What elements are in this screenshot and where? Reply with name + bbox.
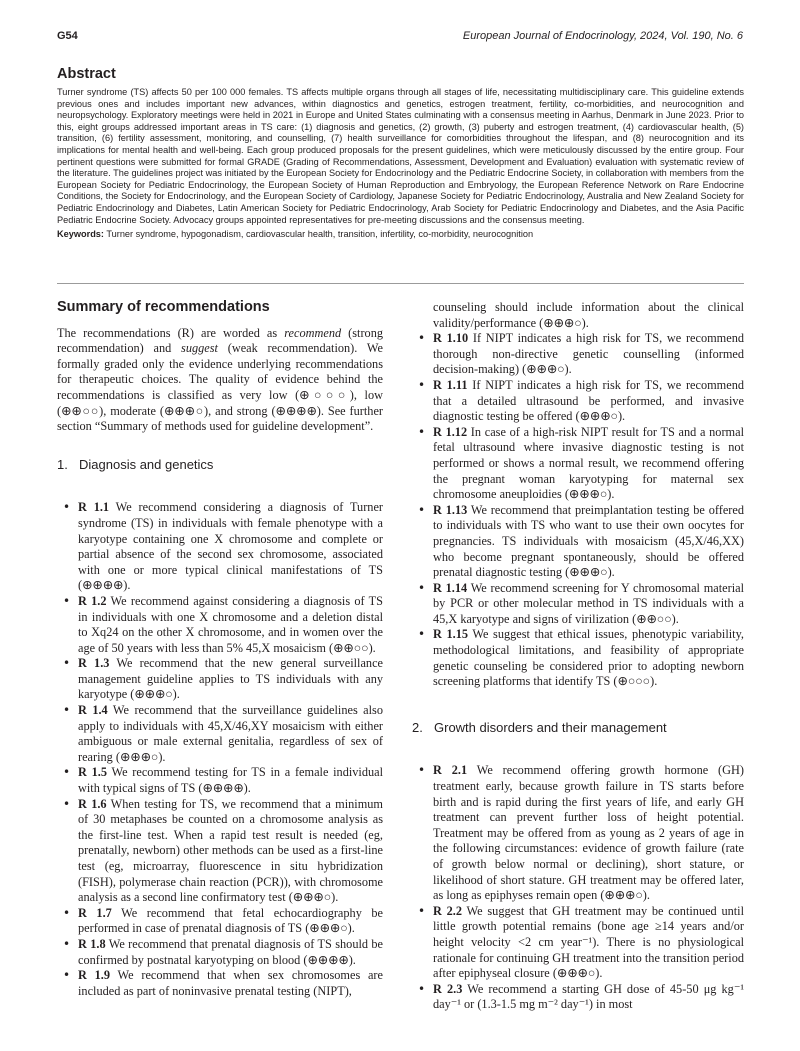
- rec-text: We recommend testing for TS in a female individual with typical signs of TS (⊕⊕⊕⊕).: [78, 765, 383, 796]
- rec-text: We recommend a starting GH dose of 45-50 μg kg⁻¹ day⁻¹ or (1.3-1.5 mg m⁻² day⁻¹) in most: [433, 981, 745, 1012]
- section-1-heading: [57, 457, 383, 473]
- rec-text: We suggest that ethical issues, phenotypic variability, methodological limitations, and feasibility of appropriate genetic counseling be considered prior to adopting newborn screening platforms that identify TS (⊕○○○).: [433, 627, 744, 689]
- recommendation: [412, 904, 744, 982]
- section-2-heading: [412, 720, 744, 736]
- rec-text: If NIPT indicates a high risk for TS, we recommend thorough non-directive genetic counselling (informed decision-making) (⊕⊕⊕○).: [433, 331, 744, 377]
- rec-text: We recommend that fetal echocardiography be performed in case of prenatal diagnosis of TS (⊕⊕⊕○).: [78, 905, 383, 936]
- rec-id: R 1.8: [78, 936, 106, 951]
- section-number: 2.: [412, 719, 423, 735]
- recommendation: [57, 968, 383, 999]
- recommendation: [412, 378, 744, 425]
- recommendation: [57, 937, 383, 968]
- recommendation: [412, 763, 744, 903]
- recommendation-list: [412, 763, 744, 1013]
- rec-id: R 1.5: [78, 765, 107, 780]
- left-column: [57, 300, 383, 999]
- rec-id: R 1.3: [78, 656, 110, 671]
- rec-text: We recommend that preimplantation testing be offered to individuals with TS who want to use their own oocytes for pregnancies. TS individuals with mosaicism (45,X/46,XX) who become pregnant spontaneously, should be offered prenatal diagnostic testing (⊕⊕⊕○).: [433, 502, 744, 580]
- intro-part: (weak recommendation). We formally graded only the evidence underlying recommendations for therapeutic choices. The quality of evidence behind the recommendations is classified as very low (⊕○○○), low (⊕⊕○○), moderate (⊕⊕⊕○), and strong (⊕⊕⊕⊕). See further section “Summary of methods used for guideline development”.: [57, 341, 383, 434]
- recommendation: [57, 656, 383, 703]
- right-column: [412, 300, 744, 1013]
- rec-id: R 2.3: [433, 981, 463, 996]
- rec-text: We recommend that when sex chromosomes are included as part of noninvasive prenatal testing (NIPT),: [78, 968, 383, 998]
- keywords-text: Turner syndrome, hypogonadism, cardiovascular health, transition, infertility, co-morbidity, neurocognition: [106, 229, 534, 240]
- rec-id: R 1.1: [78, 500, 110, 515]
- recommendation: [412, 503, 744, 581]
- divider: [57, 283, 744, 284]
- keywords-label: Keywords:: [57, 229, 104, 240]
- intro-suggest: suggest: [181, 341, 218, 356]
- recommendation-list: [412, 331, 744, 690]
- rec-id: R 2.1: [433, 763, 468, 778]
- recommendation: [412, 425, 744, 503]
- recommendation: [57, 906, 383, 937]
- intro-part: (strong recommendation) and: [57, 325, 383, 356]
- recommendation: [57, 765, 383, 796]
- recommendation-list: [57, 500, 383, 999]
- recommendation: [412, 627, 744, 689]
- rec-text: If NIPT indicates a high risk for TS, we recommend that a detailed ultrasound be performed, and invasive diagnostic testing be offered (⊕⊕⊕○).: [433, 377, 745, 424]
- intro-recommend: recommend: [284, 325, 342, 340]
- keywords: [57, 229, 744, 241]
- rec-id: R 1.7: [78, 905, 112, 920]
- running-header: [57, 30, 743, 48]
- rec-id: R 1.6: [78, 796, 107, 811]
- recommendation: [412, 331, 744, 378]
- summary-heading: Summary of recommendations: [57, 299, 270, 315]
- recommendation: [57, 594, 383, 656]
- rec-text: We recommend screening for Y chromosomal material by PCR or other molecular method in TS individuals with a 45,X karyotype and signs of virilization (⊕⊕○○).: [433, 580, 744, 626]
- rec-text: We recommend offering growth hormone (GH) treatment early, because growth failure in TS starts before birth and is rapid during the first years of life, and early GH treatment can prevent further loss of height potential. Treatment may be offered from as young as 2 years of age in the following circumstances: evidence of growth failure (rate of growth below normal or declining), short stature, or likelihood of short stature. GH treatment may be offered later, as long as epiphyses remain open (⊕⊕⊕○).: [433, 763, 744, 903]
- rec-id: R 1.2: [78, 593, 107, 608]
- rec-text: We recommend against considering a diagnosis of TS in individuals with one X chromosome and a deletion distal to Xq24 on the other X chromosome, and in women over the age of 50 years with less than 5% 45,X mosaicism (⊕⊕○○).: [78, 593, 383, 655]
- rec-text: When testing for TS, we recommend that a minimum of 30 metaphases be counted on a chromosome analysis as the first-line test. When a rapid test result is needed (eg, prenatally, newborn) other methods can be used as a first-line test (eg, microarray, fluorescence in situ hybridization (FISH), polymerase chain reaction (PCR)), with chromosome analysis as a second line confirmatory test (⊕⊕⊕○).: [78, 796, 383, 905]
- rec-text: We recommend considering a diagnosis of Turner syndrome (TS) in individuals with female phenotype with a karyotype containing one X chromosome and complete or partial absence of the second sex chromosome, associated with one or more typical clinical manifestations of TS (⊕⊕⊕⊕).: [78, 500, 383, 593]
- recommendation: [57, 500, 383, 594]
- rec-id: R 1.11: [433, 377, 468, 392]
- recommendation-continued: counseling should include information about the clinical validity/performance (⊕⊕⊕○).: [433, 300, 744, 330]
- section-title: Diagnosis and genetics: [79, 456, 214, 472]
- section-number: 1.: [57, 456, 68, 472]
- rec-id: R 1.14: [433, 580, 468, 595]
- rec-text: In case of a high-risk NIPT result for TS and a normal fetal ultrasound where invasive diagnostic testing is not performed or shows a normal result, we recommend offering the pregnant woman karyotyping for maternal sex chromosome aneuploidies (⊕⊕⊕○).: [433, 424, 744, 502]
- recommendation: [412, 982, 744, 1013]
- abstract: [57, 66, 744, 241]
- journal-citation: European Journal of Endocrinology, 2024, Vol. 190, No. 6: [462, 30, 743, 42]
- rec-id: R 1.4: [78, 703, 108, 718]
- summary-intro: [57, 326, 383, 435]
- recommendation: [57, 703, 383, 765]
- rec-id: R 1.9: [78, 968, 111, 983]
- abstract-text: Turner syndrome (TS) affects 50 per 100 000 females. TS affects multiple organs through all stages of life, necessitating multidisciplinary care. This guideline extends previous ones and includes important new advances, within diagnostics and genetics, estrogen treatment, fertility, co-morbidities, and neurocognition and neuropsychology. Exploratory meetings were held in 2021 in Europe and United States culminating with a consensus meeting in Aarhus, Denmark in June 2023. Prior to this, eight groups addressed important areas in TS care: (1) diagnosis and genetics, (2) growth, (3) puberty and estrogen treatment, (4) cardiovascular health, (5) transition, (6) fertility assessment, monitoring, and counselling, (7) health surveillance for comorbidities throughout the lifespan, and (8) neurocognition and its implications for mental health and well-being. Each group produced proposals for the present guidelines, which were meticulously discussed by the entire group. Four pertinent questions were submitted for formal GRADE (Grading of Recommendations, Assessment, Development and Evaluation) evaluation with systematic review of the literature. The guidelines project was initiated by the European Society for Endocrinology and the Pediatric Endocrine Society, in collaboration with members from the European Society for Pediatric Endocrinology, the European Society of Human Reproduction and Embryology, the European Reference Network on Rare Endocrine Conditions, the Society for Endocrinology, and the European Society of Cardiology, Japanese Society for Pediatric Endocrinology, Australia and New Zealand Society for Pediatric Endocrinology and Diabetes, Latin American Society for Pediatric Endocrinology, Arab Society for Pediatric Endocrinology and Diabetes, and the Asia Pacific Pediatric Endocrine Society. Advocacy groups appointed representatives for pre-meeting discussions and the consensus meeting.: [57, 87, 744, 225]
- intro-part: The recommendations (R) are worded as: [57, 325, 285, 340]
- page-number: G54: [57, 30, 78, 42]
- rec-text: We recommend that the surveillance guidelines also apply to individuals with 45,X/46,XY mosaicism with either ambiguous or male external genitalia, regardless of sex of rearing (⊕⊕⊕○).: [78, 703, 383, 764]
- rec-id: R 1.10: [433, 331, 469, 346]
- section-title: Growth disorders and their management: [434, 719, 667, 735]
- rec-id: R 2.2: [433, 903, 463, 918]
- rec-text: We recommend that the new general surveillance management guideline applies to TS individuals with any karyotype (⊕⊕⊕○).: [78, 656, 383, 702]
- rec-id: R 1.15: [433, 627, 468, 642]
- rec-text: We recommend that prenatal diagnosis of TS should be confirmed by postnatal karyotyping on blood (⊕⊕⊕⊕).: [78, 936, 383, 967]
- rec-text: We suggest that GH treatment may be continued until little growth potential remains (bone age ≥14 years and/or height velocity <2 cm year⁻¹). There is no physiological rationale for continuing GH treatment into the transition period after epiphyseal closure (⊕⊕⊕○).: [433, 903, 744, 981]
- recommendation: [57, 797, 383, 906]
- abstract-heading: Abstract: [57, 66, 116, 82]
- rec-id: R 1.12: [433, 424, 468, 439]
- rec-id: R 1.13: [433, 502, 468, 517]
- recommendation: [412, 581, 744, 628]
